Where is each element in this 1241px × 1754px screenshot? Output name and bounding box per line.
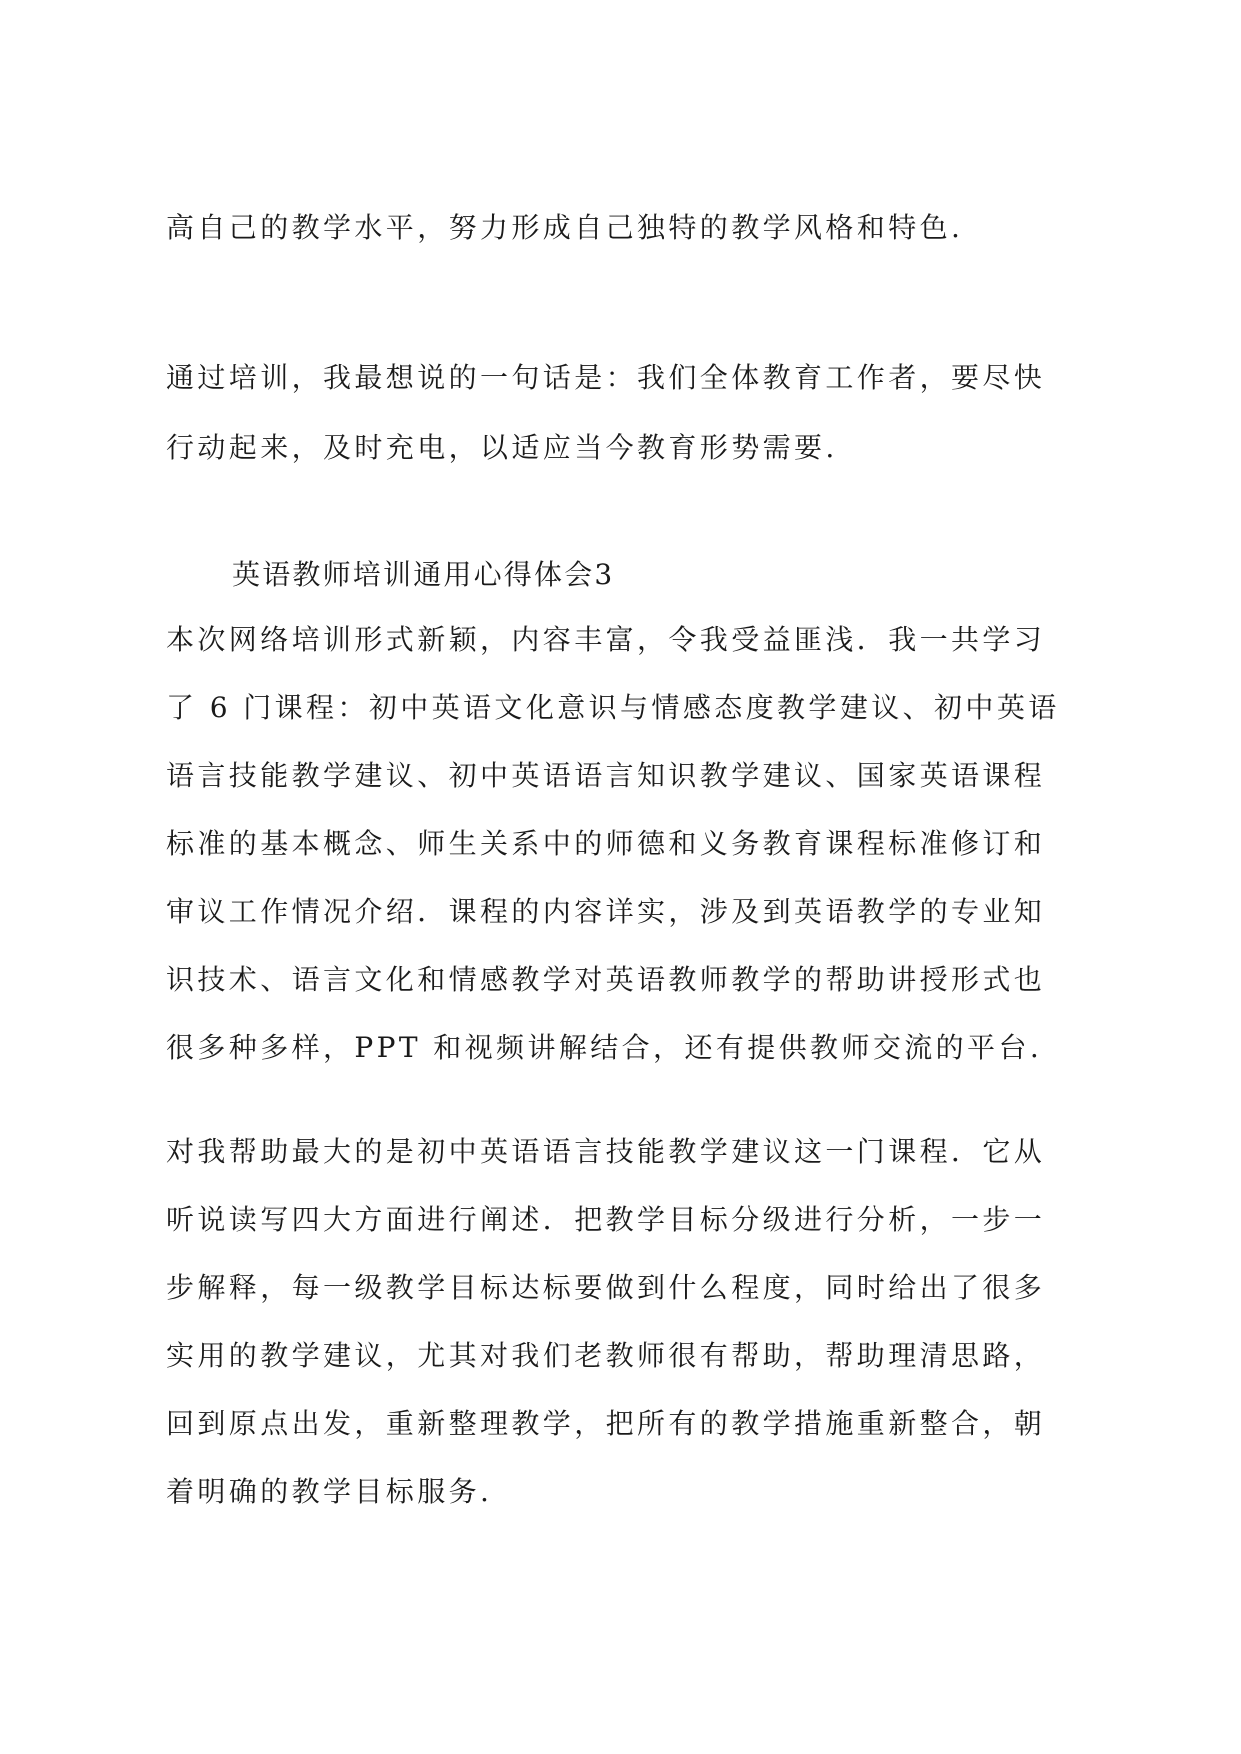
paragraph-most-helpful-line-5: 回到原点出发，重新整理教学，把所有的教学措施重新整合，朝 (166, 1407, 1046, 1440)
paragraph-course-overview-line-2: 了 6 门课程：初中英语文化意识与情感态度教学建议、初中英语 (166, 691, 1060, 724)
paragraph-course-overview-line-6: 识技术、语言文化和情感教学对英语教师教学的帮助讲授形式也 (166, 963, 1046, 996)
section-title: 英语教师培训通用心得体会3 (232, 558, 615, 591)
paragraph-most-helpful-line-4: 实用的教学建议，尤其对我们老教师很有帮助，帮助理清思路， (166, 1339, 1046, 1372)
paragraph-course-overview-line-7: 很多种多样，PPT 和视频讲解结合，还有提供教师交流的平台. (166, 1031, 1043, 1064)
paragraph-training-words-line-2: 行动起来，及时充电，以适应当今教育形势需要. (166, 431, 838, 464)
paragraph-course-overview-line-3: 语言技能教学建议、初中英语语言知识教学建议、国家英语课程 (166, 759, 1046, 792)
paragraph-course-overview-line-5: 审议工作情况介绍．课程的内容详实，涉及到英语教学的专业知 (166, 895, 1046, 928)
paragraph-most-helpful-line-6: 着明确的教学目标服务. (166, 1475, 493, 1508)
paragraph-continued-line-1: 高自己的教学水平，努力形成自己独特的教学风格和特色. (166, 211, 964, 244)
paragraph-course-overview-line-4: 标准的基本概念、师生关系中的师德和义务教育课程标准修订和 (166, 827, 1046, 860)
paragraph-most-helpful-line-2: 听说读写四大方面进行阐述．把教学目标分级进行分析，一步一 (166, 1203, 1046, 1236)
paragraph-most-helpful-line-3: 步解释，每一级教学目标达标要做到什么程度，同时给出了很多 (166, 1271, 1046, 1304)
paragraph-training-words-line-1: 通过培训，我最想说的一句话是：我们全体教育工作者，要尽快 (166, 361, 1046, 394)
paragraph-course-overview-line-1: 本次网络培训形式新颖，内容丰富，令我受益匪浅．我一共学习 (166, 623, 1046, 656)
paragraph-most-helpful-line-1: 对我帮助最大的是初中英语语言技能教学建议这一门课程．它从 (166, 1135, 1046, 1168)
